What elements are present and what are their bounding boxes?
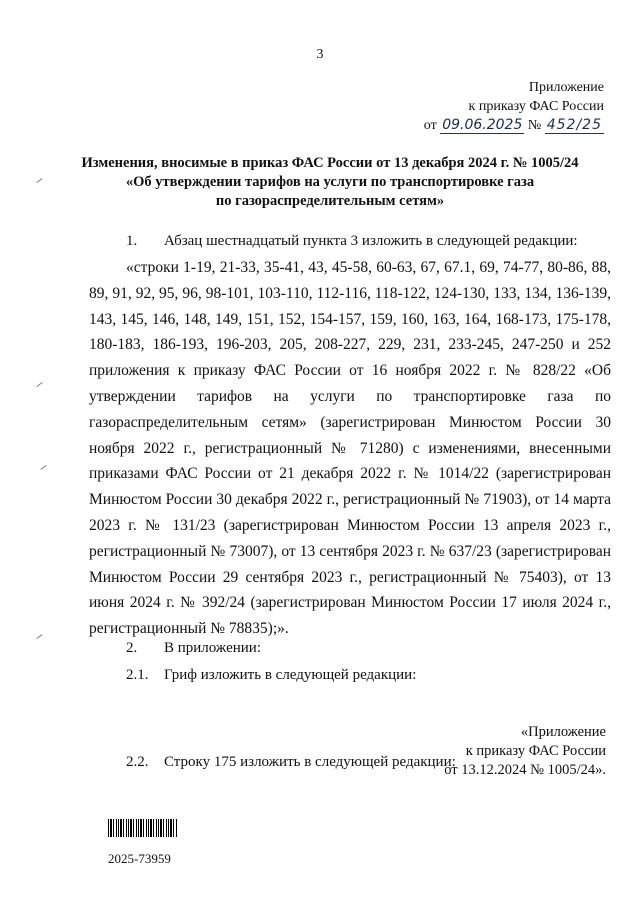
title-line-2: «Об утверждении тарифов на услуги по транспортировке газа (125, 174, 535, 190)
approval-number-sign: № (527, 118, 542, 133)
item-2-1 (126, 662, 640, 688)
approval-stamp (424, 78, 604, 135)
barcode (108, 819, 178, 837)
item-2 (126, 635, 640, 661)
approval-line-2: к приказу ФАС России (468, 99, 604, 114)
quote-line-1: «Приложение (520, 724, 606, 740)
approval-line-3 (424, 116, 604, 135)
item-2-2-text: Строку 175 изложить в следующей редакции: (164, 754, 456, 770)
item-2-2-number: 2.2. (126, 754, 149, 770)
quote-line-2: к приказу ФАС России (465, 743, 606, 759)
approval-date: 09.06.2025 (442, 117, 523, 133)
title-line-3: по газораспределительным сетям» (215, 193, 445, 209)
document-title (60, 154, 600, 211)
item-2-1-text: Гриф изложить в следующей редакции: (164, 667, 417, 683)
approval-number: 452/25 (546, 117, 602, 133)
quote-line-3: от 13.12.2024 № 1005/24». (444, 762, 606, 778)
approval-line-1: Приложение (528, 80, 604, 95)
title-line-1: Изменения, вносимые в приказ ФАС России от 13 декабря 2024 г. № 1005/24 (81, 155, 579, 171)
item-2-number: 2. (126, 640, 138, 656)
item-1-number: 1. (126, 233, 138, 249)
margin-mark (36, 178, 42, 183)
item-1-text: Абзац шестнадцатый пункта 3 изложить в следующей редакции: (164, 233, 578, 249)
approval-prefix: от (423, 118, 437, 133)
item-2-1-number: 2.1. (126, 667, 149, 683)
registration-code: 2025-73959 (108, 851, 171, 866)
body-paragraph: «строки 1-19, 21-33, 35-41, 43, 45-58, 60-63, 67, 67.1, 69, 74-77, 80-86, 88, 89, 91, 92, 95, 96, 98-101, 103-110, 112-116, 118-122, 124-130, 133, 134, 136-139, 143, 145, 146, 148, 149, 151, 152, 154-157, 159, 160, 163, 164, 168-173, 175-178, 180-183, 186-193, 196-203, 205, 208-227, 229, 231, 233-245, 247-250 и 252 приложения к приказу ФАС России от 16 ноября 2022 г. № 828/22 «Об утверждении тарифов на услуги по транспортировке газа по газораспределительным сетям» (зарегистрирован Минюстом России 30 ноября 2022 г., регистрационный № 71280) с изменениями, внесенными приказами ФАС России от 21 декабря 2022 г. № 1014/22 (зарегистрирован Минюстом России 30 декабря 2022 г., регистрационный № 71903), от 14 марта 2023 г. № 131/23 (зарегистрирован Минюстом России 13 апреля 2023 г., регистрационный № 73007), от 13 сентября 2023 г. № 637/23 (зарегистрирован Минюстом России 29 сентября 2023 г., регистрационный № 75403), от 13 июня 2024 г. № 392/24 (зарегистрирован Минюстом России 17 июля 2024 г., регистрационный № 78835);». (89, 259, 611, 638)
margin-mark (36, 634, 42, 639)
item-1 (126, 228, 640, 254)
page-number: 3 (316, 47, 324, 62)
margin-mark (36, 382, 42, 387)
item-2-text: В приложении: (164, 640, 261, 656)
item-2-2 (126, 749, 640, 775)
margin-mark (40, 465, 46, 470)
